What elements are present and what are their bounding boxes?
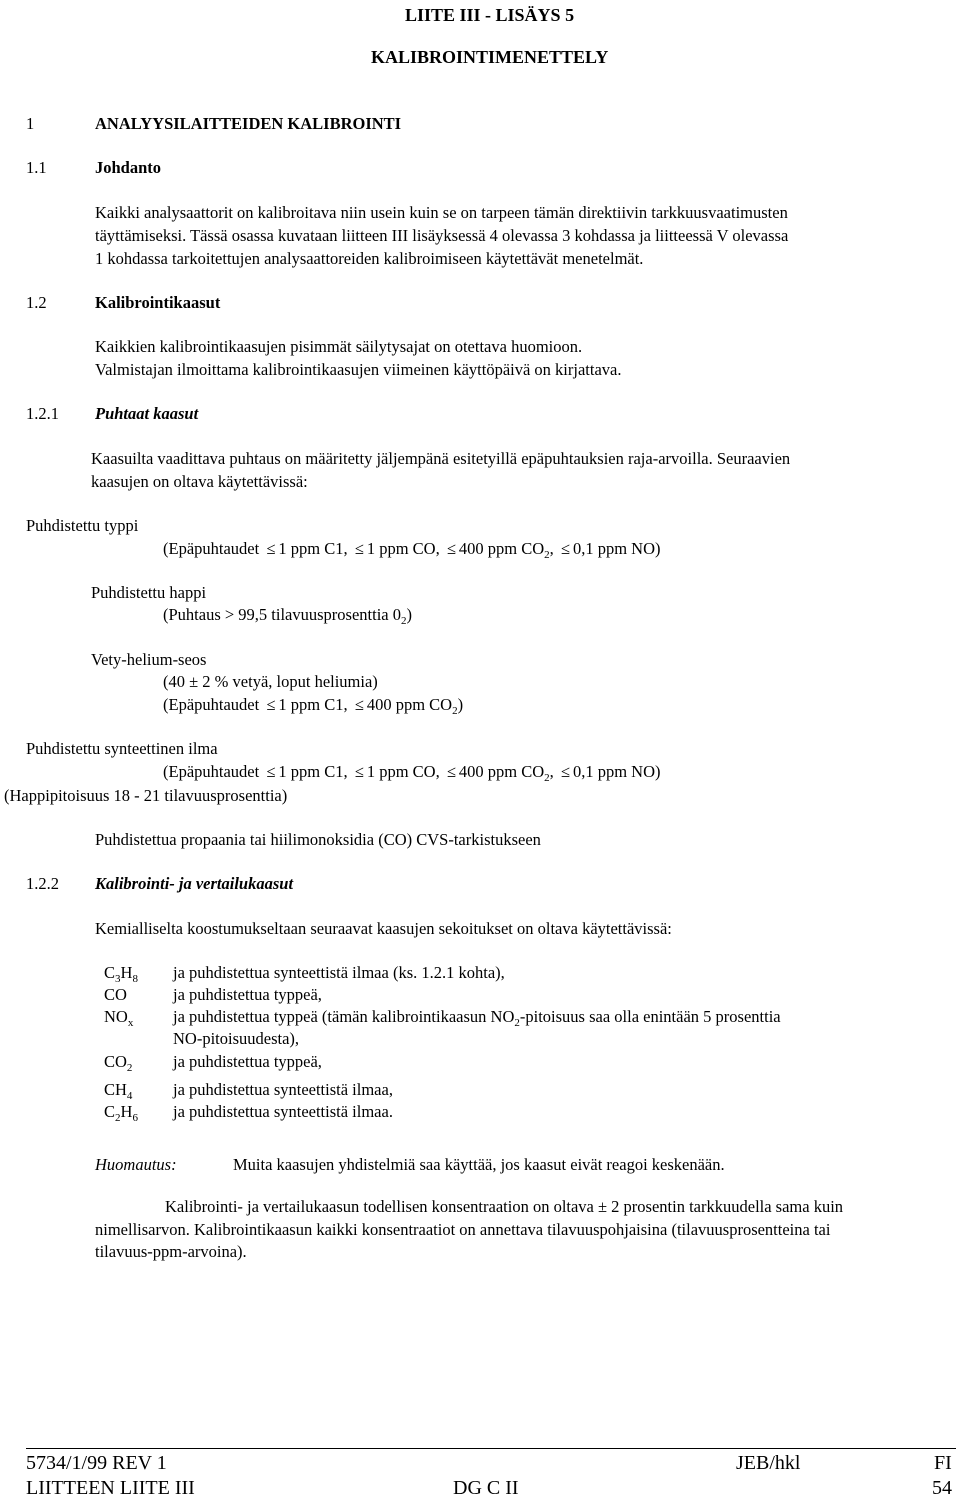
calibration-gas-line-2: Valmistajan ilmoittama kalibrointikaasujen viimeinen käyttöpäivä on kirjattava. [95, 360, 622, 379]
note-label: Huomautus: [95, 1155, 177, 1174]
impurity-c1: 1 ppm C1, [278, 539, 348, 558]
impurity-co: 1 ppm CO, [366, 762, 440, 781]
formula-ch4 [104, 1079, 132, 1101]
dg-reference: DG C II [453, 1477, 519, 1499]
less-equal-symbol: ≤ [266, 762, 276, 781]
less-equal-symbol: ≤ [354, 539, 364, 558]
doc-reference: 5734/1/99 REV 1 [26, 1452, 167, 1474]
hydrogen-impurities [163, 694, 463, 716]
section-1-1-number: 1.1 [26, 158, 47, 177]
annex-title: LIITE III - LISÄYS 5 [405, 5, 575, 25]
mixture-text: ja puhdistettua synteettistä ilmaa. [173, 1102, 393, 1121]
section-1-number: 1 [26, 114, 35, 133]
mixtures-intro: Kemialliselta koostumukseltaan seuraavat kaasujen sekoitukset on oltava käytettävissä: [95, 919, 672, 938]
purified-nitrogen-label: Puhdistettu typpi [26, 516, 139, 535]
less-equal-symbol: ≤ [266, 695, 276, 714]
hydrogen-helium-label: Vety-helium-seos [91, 650, 207, 669]
formula-c2h6 [104, 1101, 138, 1123]
section-1-2-2-number: 1.2.2 [26, 874, 59, 893]
purified-oxygen-label: Puhdistettu happi [91, 583, 207, 602]
initials: JEB/hkl [736, 1452, 801, 1474]
calibration-gas-line-1: Kaikkien kalibrointikaasujen pisimmät säilytysajat on otettava huomioon. [95, 337, 583, 356]
less-equal-symbol: ≤ [560, 539, 570, 558]
less-equal-symbol: ≤ [354, 762, 364, 781]
close-paren: ) [457, 695, 464, 714]
footer-divider [26, 1448, 956, 1449]
impurity-c1: 1 ppm C1, [278, 762, 348, 781]
formula-co: CO [104, 985, 127, 1004]
formula-part: C [104, 1102, 116, 1121]
subscript: 2 [514, 1017, 520, 1029]
formula-part: CH [104, 1080, 127, 1099]
formula-nox [104, 1006, 133, 1028]
intro-line-2: täyttämiseksi. Tässä osassa kuvataan liitteen III lisäyksessä 4 olevassa 3 kohdassa ja liitteessä V olevassa [95, 226, 789, 245]
mixture-text: ja puhdistettua synteettistä ilmaa (ks. 1.2.1 kohta), [173, 963, 505, 982]
subscript: 2 [452, 705, 458, 717]
less-equal-symbol: ≤ [446, 539, 456, 558]
section-1-2-number: 1.2 [26, 293, 47, 312]
mixture-text [173, 1006, 781, 1028]
section-1-2-title: Kalibrointikaasut [95, 293, 221, 312]
propane-co-line: Puhdistettua propaania tai hiilimonoksidia (CO) CVS-tarkistukseen [95, 830, 541, 849]
impurity-co2: 400 ppm CO [458, 762, 545, 781]
impurity-no: 0,1 ppm NO) [572, 539, 661, 558]
synthetic-air-label: Puhdistettu synteettinen ilma [26, 739, 218, 758]
annex-reference: LIITTEEN LIITE III [26, 1477, 195, 1499]
language-code: FI [934, 1452, 952, 1474]
impurity-co: 1 ppm CO, [366, 539, 440, 558]
subscript: 3 [115, 973, 121, 985]
mixture-text: ja puhdistettua synteettistä ilmaa, [173, 1080, 393, 1099]
impurity-no: 0,1 ppm NO) [572, 762, 661, 781]
less-equal-symbol: ≤ [560, 762, 570, 781]
impurity-c1: 1 ppm C1, [278, 695, 348, 714]
oxygen-purity [163, 604, 412, 626]
close-paren: ) [406, 605, 412, 624]
comma: , [549, 762, 554, 781]
air-impurities [163, 761, 661, 783]
mixture-text-a: ja puhdistettua typpeä (tämän kalibrointikaasun NO [173, 1007, 515, 1026]
subscript: 2 [115, 1112, 121, 1124]
formula-part: H [120, 1102, 133, 1121]
impurities-lead: (Epäpuhtaudet [163, 539, 260, 558]
subscript: 4 [126, 1090, 133, 1102]
section-1-title: ANALYYSILAITTEIDEN KALIBROINTI [95, 114, 402, 133]
subscript: 6 [132, 1112, 138, 1124]
hydrogen-helium-mix: (40 ± 2 % vetyä, loput heliumia) [163, 672, 378, 691]
nitrogen-impurities [163, 538, 661, 560]
impurity-co2: 400 ppm CO [458, 539, 545, 558]
formula-part: H [120, 963, 133, 982]
formula-part: NO [104, 1007, 128, 1026]
subscript: 2 [544, 549, 550, 561]
section-1-1-title: Johdanto [95, 158, 162, 177]
mixture-text: ja puhdistettua typpeä, [173, 985, 322, 1004]
formula-part: CO [104, 1052, 127, 1071]
less-equal-symbol: ≤ [446, 762, 456, 781]
intro-line-1: Kaikki analysaattorit on kalibroitava niin usein kuin se on tarpeen tämän direktiivin tarkkuusvaatimusten [95, 203, 788, 222]
page-number: 54 [932, 1477, 952, 1499]
oxygen-content: (Happipitoisuus 18 - 21 tilavuusprosenttia) [4, 786, 288, 805]
oxygen-purity-text: (Puhtaus > 99,5 tilavuusprosenttia 0 [163, 605, 401, 624]
formula-part: C [104, 963, 116, 982]
main-title: KALIBROINTIMENETTELY [371, 47, 609, 67]
mixture-text: ja puhdistettua typpeä, [173, 1052, 322, 1071]
impurities-lead: (Epäpuhtaudet [163, 762, 260, 781]
formula-co2 [104, 1051, 132, 1073]
comma: , [549, 539, 554, 558]
final-line-1: Kalibrointi- ja vertailukaasun todellisen konsentraation on oltava ± 2 prosentin tarkkuudella sama kuin [165, 1197, 844, 1216]
subscript: 2 [544, 772, 550, 784]
less-equal-symbol: ≤ [354, 695, 364, 714]
subscript: 8 [132, 973, 138, 985]
intro-line-3: 1 kohdassa tarkoitettujen analysaattoreiden kalibroimiseen käytettävät menetelmät. [95, 249, 644, 268]
impurities-lead: (Epäpuhtaudet [163, 695, 260, 714]
subscript: x [127, 1017, 134, 1029]
impurity-co2: 400 ppm CO [366, 695, 453, 714]
pure-gases-line-1: Kaasuilta vaadittava puhtaus on määritetty jäljempänä esitetyillä epäpuhtauksien raja-arvoilla. Seuraavien [91, 449, 791, 468]
mixture-text-line-2: NO-pitoisuudesta), [173, 1029, 300, 1048]
subscript: 2 [126, 1062, 133, 1074]
mixture-text-b: -pitoisuus saa olla enintään 5 prosenttia [519, 1007, 781, 1026]
note-text: Muita kaasujen yhdistelmiä saa käyttää, jos kaasut eivät reagoi keskenään. [233, 1155, 725, 1174]
final-line-2: nimellisarvon. Kalibrointikaasun kaikki konsentraatiot on annettava tilavuuspohjaisina (tilavuusprosentteina tai [95, 1220, 831, 1239]
section-1-2-2-title: Kalibrointi- ja vertailukaasut [95, 874, 294, 893]
less-equal-symbol: ≤ [266, 539, 276, 558]
section-1-2-1-number: 1.2.1 [26, 404, 59, 423]
section-1-2-1-title: Puhtaat kaasut [95, 404, 199, 423]
formula-c3h8 [104, 962, 138, 984]
final-line-3: tilavuus-ppm-arvoina). [95, 1242, 247, 1261]
pure-gases-line-2: kaasujen on oltava käytettävissä: [91, 472, 308, 491]
subscript: 2 [401, 615, 407, 627]
